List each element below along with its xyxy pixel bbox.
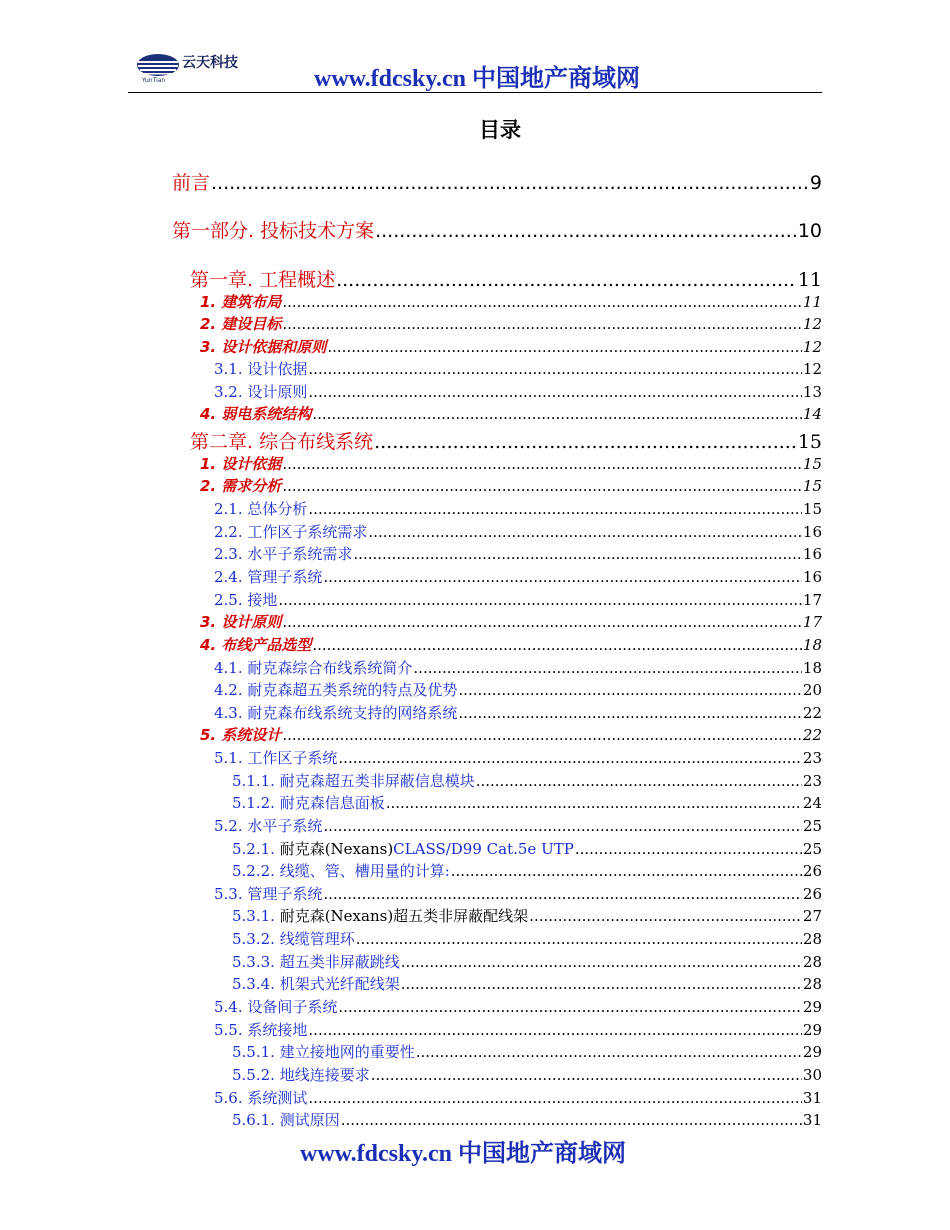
toc-entry[interactable]: 3.1. 设计依据 ..... 12 xyxy=(214,358,822,379)
toc-entry[interactable]: 5.3.4. 机架式光纤配线架 ..... 28 xyxy=(232,973,822,994)
toc-entry[interactable]: 5.5. 系统接地 ..... 29 xyxy=(214,1019,822,1040)
toc-title: 目录 xyxy=(479,118,521,142)
page-header xyxy=(128,44,822,93)
toc-entry[interactable]: 5.3.1. 耐克森(Nexans)超五类非屏蔽配线架 ..... 27 xyxy=(232,905,822,926)
toc-entry[interactable]: 第一章. 工程概述 ..... 11 xyxy=(190,265,822,292)
toc-entry[interactable]: 第一部分. 投标技术方案 ..... 10 xyxy=(172,216,822,243)
toc-entry[interactable]: 5.5.2. 地线连接要求 ..... 30 xyxy=(232,1064,822,1085)
toc-entry[interactable]: 5.2.2. 线缆、管、槽用量的计算: ..... 26 xyxy=(232,860,822,881)
toc-entry[interactable]: 第二章. 综合布线系统 ..... 15 xyxy=(190,427,822,454)
logo-subtext: YunTian xyxy=(142,77,166,84)
toc-entry[interactable]: 5.3.3. 超五类非屏蔽跳线 ..... 28 xyxy=(232,951,822,972)
header-site-link[interactable]: www.fdcsky.cn 中国地产商域网 xyxy=(314,66,641,92)
logo-text: 云天科技 xyxy=(182,55,238,71)
toc-entry[interactable]: 5.2. 水平子系统 ..... 25 xyxy=(214,815,822,836)
toc-entry[interactable]: 3. 设计原则 ..... 17 xyxy=(200,611,822,632)
toc-entry[interactable]: 1. 建筑布局 ..... 11 xyxy=(200,291,822,312)
toc-entry[interactable]: 5.5.1. 建立接地网的重要性 ..... 29 xyxy=(232,1041,822,1062)
toc-entry[interactable]: 4. 布线产品选型 ..... 18 xyxy=(200,634,822,655)
toc-entry[interactable]: 5.3.2. 线缆管理环 ..... 28 xyxy=(232,928,822,949)
toc-entry[interactable]: 5.4. 设备间子系统 ..... 29 xyxy=(214,996,822,1017)
toc-entry[interactable]: 5.6. 系统测试 ..... 31 xyxy=(214,1087,822,1108)
toc-entry[interactable]: 2.4. 管理子系统 ..... 16 xyxy=(214,566,822,587)
toc-entry[interactable]: 4. 弱电系统结构 ..... 14 xyxy=(200,403,822,424)
company-logo xyxy=(136,50,266,84)
toc-entry[interactable]: 5.6.1. 测试原因 ..... 31 xyxy=(232,1109,822,1130)
toc-entry[interactable]: 2.5. 接地 ..... 17 xyxy=(214,589,822,610)
toc-entry[interactable]: 前言 ..... 9 xyxy=(172,168,822,195)
toc-entry[interactable]: 4.2. 耐克森超五类系统的特点及优势 ..... 20 xyxy=(214,679,822,700)
toc-entry[interactable]: 2. 建设目标 ..... 12 xyxy=(200,313,822,334)
toc-entry[interactable]: 5.2.1. 耐克森(Nexans)CLASS/D99 Cat.5e UTP ..... 25 xyxy=(232,838,822,859)
toc-entry[interactable]: 3.2. 设计原则 ..... 13 xyxy=(214,381,822,402)
toc-entry[interactable]: 2.2. 工作区子系统需求 ..... 16 xyxy=(214,521,822,542)
toc-entry[interactable]: 1. 设计依据 ..... 15 xyxy=(200,453,822,474)
toc-entry[interactable]: 3. 设计依据和原则 ..... 12 xyxy=(200,336,822,357)
yuntian-logo-icon xyxy=(136,52,180,78)
toc-entry[interactable]: 5.3. 管理子系统 ..... 26 xyxy=(214,883,822,904)
footer-site-link[interactable]: www.fdcsky.cn 中国地产商域网 xyxy=(300,1141,627,1167)
toc-entry[interactable]: 4.3. 耐克森布线系统支持的网络系统 ..... 22 xyxy=(214,702,822,723)
toc-entry[interactable]: 2.3. 水平子系统需求 ..... 16 xyxy=(214,543,822,564)
toc-entry[interactable]: 5.1. 工作区子系统 ..... 23 xyxy=(214,747,822,768)
toc-entry[interactable]: 4.1. 耐克森综合布线系统简介 ..... 18 xyxy=(214,657,822,678)
toc-entry[interactable]: 2.1. 总体分析 ..... 15 xyxy=(214,498,822,519)
toc-entry[interactable]: 5. 系统设计 ..... 22 xyxy=(200,724,822,745)
toc-entry[interactable]: 5.1.2. 耐克森信息面板 ..... 24 xyxy=(232,792,822,813)
toc-entry[interactable]: 2. 需求分析 ..... 15 xyxy=(200,475,822,496)
toc-entry[interactable]: 5.1.1. 耐克森超五类非屏蔽信息模块 ..... 23 xyxy=(232,770,822,791)
